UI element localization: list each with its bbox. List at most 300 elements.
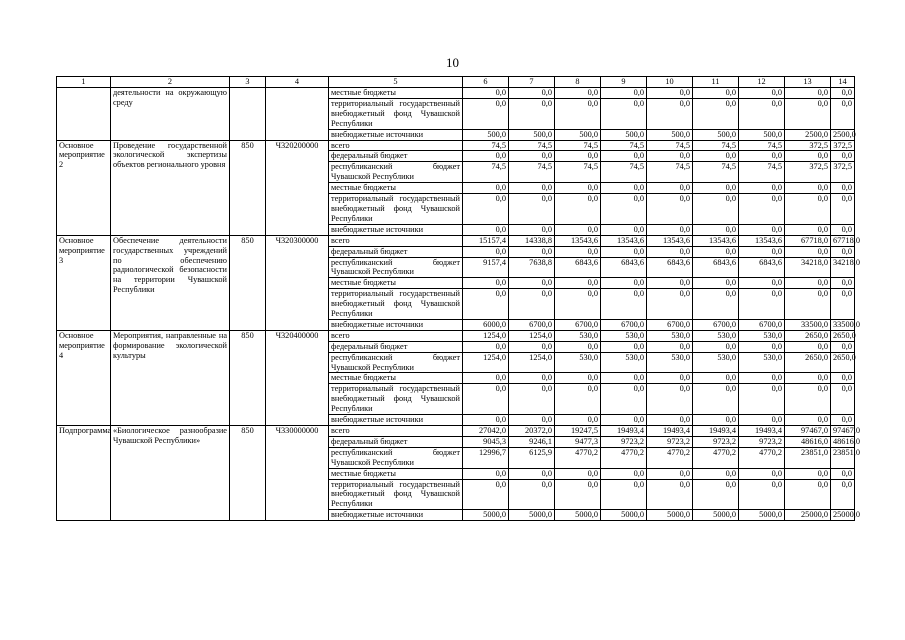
- value-cell: 0,0: [509, 98, 555, 129]
- value-cell: 74,5: [693, 140, 739, 151]
- value-cell: 0,0: [509, 194, 555, 225]
- value-cell: 500,0: [647, 129, 693, 140]
- value-cell: 0,0: [509, 468, 555, 479]
- header-cell: 4: [266, 77, 329, 88]
- value-cell: 0,0: [785, 341, 831, 352]
- value-cell: 0,0: [693, 384, 739, 415]
- value-cell: 0,0: [601, 415, 647, 426]
- target-article-cell: [266, 88, 329, 141]
- value-cell: 0,0: [647, 289, 693, 320]
- value-cell: 0,0: [693, 479, 739, 510]
- value-cell: 9723,2: [693, 436, 739, 447]
- value-cell: 5000,0: [463, 510, 509, 521]
- value-cell: 0,0: [647, 224, 693, 235]
- value-cell: 500,0: [601, 129, 647, 140]
- funding-source-cell: всего: [329, 330, 463, 341]
- value-cell: 0,0: [555, 468, 601, 479]
- value-cell: 0,0: [831, 341, 855, 352]
- value-cell: 0,0: [601, 278, 647, 289]
- funding-source-cell: территориальный государственный внебюджетный фонд Чувашской Республики: [329, 98, 463, 129]
- value-cell: 27042,0: [463, 426, 509, 437]
- value-cell: 0,0: [647, 88, 693, 99]
- header-cell: 5: [329, 77, 463, 88]
- funding-source-cell: внебюджетные источники: [329, 510, 463, 521]
- value-cell: 6843,6: [647, 257, 693, 278]
- value-cell: 0,0: [647, 98, 693, 129]
- value-cell: 0,0: [555, 246, 601, 257]
- value-cell: 0,0: [785, 224, 831, 235]
- value-cell: 19493,4: [601, 426, 647, 437]
- value-cell: 0,0: [785, 183, 831, 194]
- value-cell: 97467,0: [831, 426, 855, 437]
- value-cell: 2650,0: [831, 352, 855, 373]
- value-cell: 0,0: [831, 98, 855, 129]
- value-cell: 0,0: [647, 341, 693, 352]
- value-cell: 530,0: [739, 352, 785, 373]
- value-cell: 25000,0: [831, 510, 855, 521]
- value-cell: 0,0: [555, 88, 601, 99]
- value-cell: 0,0: [509, 246, 555, 257]
- funding-source-cell: республиканский бюджет Чувашской Республики: [329, 257, 463, 278]
- value-cell: 0,0: [555, 151, 601, 162]
- value-cell: 67718,0: [831, 235, 855, 246]
- value-cell: 0,0: [463, 246, 509, 257]
- value-cell: 9723,2: [601, 436, 647, 447]
- target-article-cell: Ч330000000: [266, 426, 329, 521]
- value-cell: 0,0: [555, 98, 601, 129]
- value-cell: 0,0: [601, 183, 647, 194]
- header-cell: 7: [509, 77, 555, 88]
- funding-source-cell: внебюджетные источники: [329, 224, 463, 235]
- value-cell: 0,0: [785, 98, 831, 129]
- value-cell: 0,0: [831, 88, 855, 99]
- value-cell: 0,0: [463, 468, 509, 479]
- value-cell: 6843,6: [739, 257, 785, 278]
- admin-code-cell: 850: [230, 235, 266, 330]
- value-cell: 0,0: [647, 373, 693, 384]
- value-cell: 0,0: [601, 384, 647, 415]
- value-cell: 0,0: [785, 194, 831, 225]
- funding-source-cell: республиканский бюджет Чувашской Республики: [329, 447, 463, 468]
- value-cell: 9157,4: [463, 257, 509, 278]
- value-cell: 0,0: [693, 289, 739, 320]
- value-cell: 0,0: [601, 88, 647, 99]
- value-cell: 0,0: [831, 415, 855, 426]
- header-row: [57, 77, 855, 88]
- funding-source-cell: внебюджетные источники: [329, 129, 463, 140]
- value-cell: 0,0: [509, 151, 555, 162]
- admin-code-cell: 850: [230, 426, 266, 521]
- value-cell: 6000,0: [463, 319, 509, 330]
- value-cell: 0,0: [601, 224, 647, 235]
- value-cell: 0,0: [509, 341, 555, 352]
- value-cell: 0,0: [509, 479, 555, 510]
- value-cell: 530,0: [555, 330, 601, 341]
- funding-source-cell: местные бюджеты: [329, 88, 463, 99]
- value-cell: 33500,0: [831, 319, 855, 330]
- header-cell: 14: [831, 77, 855, 88]
- value-cell: 500,0: [555, 129, 601, 140]
- value-cell: 33500,0: [785, 319, 831, 330]
- budget-table: [56, 76, 860, 521]
- value-cell: 0,0: [601, 194, 647, 225]
- value-cell: 0,0: [739, 194, 785, 225]
- header-cell: 6: [463, 77, 509, 88]
- value-cell: 0,0: [555, 278, 601, 289]
- value-cell: 2650,0: [785, 352, 831, 373]
- header-cell: 13: [785, 77, 831, 88]
- page-number: 10: [446, 55, 459, 70]
- funding-source-cell: местные бюджеты: [329, 468, 463, 479]
- value-cell: 0,0: [693, 183, 739, 194]
- value-cell: 0,0: [739, 278, 785, 289]
- value-cell: 0,0: [509, 224, 555, 235]
- value-cell: 48616,0: [785, 436, 831, 447]
- value-cell: 0,0: [739, 98, 785, 129]
- value-cell: 0,0: [601, 373, 647, 384]
- value-cell: 0,0: [601, 246, 647, 257]
- funding-source-cell: федеральный бюджет: [329, 246, 463, 257]
- admin-code-cell: [230, 88, 266, 141]
- value-cell: 19493,4: [647, 426, 693, 437]
- value-cell: 0,0: [693, 194, 739, 225]
- funding-source-cell: внебюджетные источники: [329, 415, 463, 426]
- value-cell: 0,0: [463, 341, 509, 352]
- value-cell: 0,0: [509, 384, 555, 415]
- value-cell: 74,5: [647, 140, 693, 151]
- value-cell: 0,0: [463, 373, 509, 384]
- funding-source-cell: территориальный государственный внебюджетный фонд Чувашской Республики: [329, 479, 463, 510]
- value-cell: 1254,0: [463, 352, 509, 373]
- value-cell: 0,0: [785, 278, 831, 289]
- value-cell: 0,0: [509, 373, 555, 384]
- value-cell: 0,0: [785, 88, 831, 99]
- value-cell: 9723,2: [647, 436, 693, 447]
- funding-source-cell: федеральный бюджет: [329, 151, 463, 162]
- value-cell: 74,5: [601, 140, 647, 151]
- value-cell: 74,5: [647, 162, 693, 183]
- funding-source-cell: внебюджетные источники: [329, 319, 463, 330]
- value-cell: 0,0: [693, 415, 739, 426]
- funding-source-cell: территориальный государственный внебюджетный фонд Чувашской Республики: [329, 194, 463, 225]
- target-article-cell: Ч320400000: [266, 330, 329, 425]
- value-cell: 74,5: [509, 162, 555, 183]
- value-cell: 0,0: [785, 373, 831, 384]
- value-cell: 500,0: [509, 129, 555, 140]
- value-cell: 0,0: [785, 289, 831, 320]
- value-cell: 6700,0: [693, 319, 739, 330]
- activity-type-cell: [57, 88, 111, 141]
- value-cell: 0,0: [601, 289, 647, 320]
- value-cell: 7638,8: [509, 257, 555, 278]
- value-cell: 0,0: [693, 373, 739, 384]
- value-cell: 4770,2: [555, 447, 601, 468]
- value-cell: 0,0: [831, 479, 855, 510]
- value-cell: 0,0: [647, 468, 693, 479]
- value-cell: 0,0: [555, 415, 601, 426]
- value-cell: 0,0: [785, 415, 831, 426]
- value-cell: 74,5: [601, 162, 647, 183]
- activity-name-cell: «Биологическое разнообразие Чувашской Республики»: [111, 426, 230, 521]
- value-cell: 6843,6: [601, 257, 647, 278]
- value-cell: 372,5: [785, 162, 831, 183]
- value-cell: 372,5: [831, 140, 855, 151]
- value-cell: 0,0: [647, 384, 693, 415]
- funding-source-cell: федеральный бюджет: [329, 436, 463, 447]
- value-cell: 19493,4: [739, 426, 785, 437]
- value-cell: 500,0: [693, 129, 739, 140]
- value-cell: 23851,0: [785, 447, 831, 468]
- table-row: [57, 426, 855, 437]
- header-cell: 11: [693, 77, 739, 88]
- value-cell: 9045,3: [463, 436, 509, 447]
- value-cell: 0,0: [739, 479, 785, 510]
- target-article-cell: Ч320200000: [266, 140, 329, 235]
- value-cell: 0,0: [739, 289, 785, 320]
- activity-name-cell: Обеспечение деятельности государственных учреждений по обеспечению радиологической безопасности на территории Чувашской Республики: [111, 235, 230, 330]
- funding-source-cell: территориальный государственный внебюджетный фонд Чувашской Республики: [329, 384, 463, 415]
- value-cell: 5000,0: [739, 510, 785, 521]
- value-cell: 2650,0: [785, 330, 831, 341]
- value-cell: 0,0: [601, 341, 647, 352]
- value-cell: 372,5: [831, 162, 855, 183]
- value-cell: 0,0: [831, 373, 855, 384]
- admin-code-cell: 850: [230, 140, 266, 235]
- funding-source-cell: республиканский бюджет Чувашской Республики: [329, 162, 463, 183]
- value-cell: 0,0: [463, 98, 509, 129]
- value-cell: 0,0: [555, 479, 601, 510]
- value-cell: 0,0: [739, 224, 785, 235]
- value-cell: 15157,4: [463, 235, 509, 246]
- value-cell: 0,0: [739, 246, 785, 257]
- value-cell: 19247,5: [555, 426, 601, 437]
- value-cell: 0,0: [785, 246, 831, 257]
- value-cell: 0,0: [693, 468, 739, 479]
- header-cell: 9: [601, 77, 647, 88]
- value-cell: 0,0: [463, 415, 509, 426]
- value-cell: 0,0: [509, 289, 555, 320]
- value-cell: 530,0: [555, 352, 601, 373]
- value-cell: 14338,8: [509, 235, 555, 246]
- value-cell: 6700,0: [601, 319, 647, 330]
- value-cell: 0,0: [785, 384, 831, 415]
- header-cell: 10: [647, 77, 693, 88]
- value-cell: 0,0: [739, 384, 785, 415]
- value-cell: 6700,0: [739, 319, 785, 330]
- value-cell: 0,0: [647, 246, 693, 257]
- value-cell: 0,0: [831, 246, 855, 257]
- value-cell: 0,0: [509, 278, 555, 289]
- value-cell: 6843,6: [555, 257, 601, 278]
- value-cell: 34218,0: [785, 257, 831, 278]
- value-cell: 0,0: [647, 194, 693, 225]
- funding-source-cell: всего: [329, 426, 463, 437]
- activity-type-cell: Основное мероприятие 2: [57, 140, 111, 235]
- value-cell: 0,0: [463, 194, 509, 225]
- value-cell: 4770,2: [647, 447, 693, 468]
- value-cell: 2500,0: [785, 129, 831, 140]
- value-cell: 500,0: [463, 129, 509, 140]
- header-cell: 1: [57, 77, 111, 88]
- value-cell: 74,5: [739, 162, 785, 183]
- table-row: [57, 235, 855, 246]
- value-cell: 530,0: [647, 352, 693, 373]
- value-cell: 0,0: [739, 183, 785, 194]
- value-cell: 4770,2: [693, 447, 739, 468]
- value-cell: 9477,3: [555, 436, 601, 447]
- value-cell: 5000,0: [555, 510, 601, 521]
- target-article-cell: Ч320300000: [266, 235, 329, 330]
- value-cell: 13543,6: [601, 235, 647, 246]
- funding-source-cell: всего: [329, 235, 463, 246]
- value-cell: 34218,0: [831, 257, 855, 278]
- value-cell: 5000,0: [647, 510, 693, 521]
- activity-name-cell: деятельности на окружающую среду: [111, 88, 230, 141]
- value-cell: 0,0: [693, 98, 739, 129]
- value-cell: 19493,4: [693, 426, 739, 437]
- value-cell: 0,0: [463, 289, 509, 320]
- funding-source-cell: республиканский бюджет Чувашской Республики: [329, 352, 463, 373]
- value-cell: 0,0: [831, 151, 855, 162]
- value-cell: 12996,7: [463, 447, 509, 468]
- value-cell: 0,0: [785, 151, 831, 162]
- value-cell: 74,5: [555, 162, 601, 183]
- value-cell: 0,0: [739, 88, 785, 99]
- value-cell: 74,5: [555, 140, 601, 151]
- value-cell: 74,5: [509, 140, 555, 151]
- value-cell: 0,0: [831, 468, 855, 479]
- value-cell: 0,0: [647, 479, 693, 510]
- value-cell: 13543,6: [739, 235, 785, 246]
- value-cell: 0,0: [555, 224, 601, 235]
- value-cell: 0,0: [555, 384, 601, 415]
- value-cell: 0,0: [555, 183, 601, 194]
- value-cell: 0,0: [831, 278, 855, 289]
- value-cell: 20372,0: [509, 426, 555, 437]
- value-cell: 530,0: [647, 330, 693, 341]
- funding-source-cell: местные бюджеты: [329, 373, 463, 384]
- value-cell: 74,5: [463, 140, 509, 151]
- value-cell: 0,0: [831, 194, 855, 225]
- value-cell: 0,0: [831, 384, 855, 415]
- value-cell: 4770,2: [601, 447, 647, 468]
- activity-name-cell: Мероприятия, направленные на формирование экологической культуры: [111, 330, 230, 425]
- value-cell: 0,0: [463, 183, 509, 194]
- header-cell: 2: [111, 77, 230, 88]
- value-cell: 0,0: [831, 183, 855, 194]
- value-cell: 0,0: [463, 224, 509, 235]
- value-cell: 0,0: [647, 415, 693, 426]
- value-cell: 0,0: [509, 88, 555, 99]
- value-cell: 0,0: [647, 151, 693, 162]
- value-cell: 0,0: [831, 289, 855, 320]
- value-cell: 6700,0: [555, 319, 601, 330]
- value-cell: 0,0: [555, 341, 601, 352]
- header-cell: 12: [739, 77, 785, 88]
- value-cell: 4770,2: [739, 447, 785, 468]
- value-cell: 530,0: [693, 352, 739, 373]
- value-cell: 0,0: [601, 98, 647, 129]
- funding-source-cell: федеральный бюджет: [329, 341, 463, 352]
- value-cell: 0,0: [509, 415, 555, 426]
- value-cell: 5000,0: [509, 510, 555, 521]
- value-cell: 9246,1: [509, 436, 555, 447]
- activity-name-cell: Проведение государственной экологической экспертизы объектов регионального уровня: [111, 140, 230, 235]
- value-cell: 0,0: [509, 183, 555, 194]
- value-cell: 0,0: [693, 224, 739, 235]
- value-cell: 0,0: [601, 151, 647, 162]
- value-cell: 74,5: [693, 162, 739, 183]
- activity-type-cell: Основное мероприятие 4: [57, 330, 111, 425]
- value-cell: 0,0: [739, 373, 785, 384]
- value-cell: 5000,0: [601, 510, 647, 521]
- value-cell: 530,0: [601, 330, 647, 341]
- value-cell: 13543,6: [693, 235, 739, 246]
- funding-source-cell: территориальный государственный внебюджетный фонд Чувашской Республики: [329, 289, 463, 320]
- value-cell: 372,5: [785, 140, 831, 151]
- value-cell: 0,0: [601, 479, 647, 510]
- value-cell: 0,0: [463, 384, 509, 415]
- table-row: [57, 140, 855, 151]
- table-row: [57, 88, 855, 99]
- value-cell: 97467,0: [785, 426, 831, 437]
- activity-type-cell: Подпрограмма: [57, 426, 111, 521]
- value-cell: 0,0: [693, 246, 739, 257]
- value-cell: 0,0: [739, 468, 785, 479]
- funding-source-cell: местные бюджеты: [329, 183, 463, 194]
- admin-code-cell: 850: [230, 330, 266, 425]
- value-cell: 0,0: [555, 289, 601, 320]
- value-cell: 0,0: [739, 151, 785, 162]
- value-cell: 2500,0: [831, 129, 855, 140]
- value-cell: 1254,0: [509, 352, 555, 373]
- value-cell: 0,0: [693, 278, 739, 289]
- value-cell: 0,0: [739, 341, 785, 352]
- value-cell: 0,0: [693, 88, 739, 99]
- value-cell: 0,0: [463, 479, 509, 510]
- funding-source-cell: всего: [329, 140, 463, 151]
- value-cell: 48616,0: [831, 436, 855, 447]
- value-cell: 74,5: [463, 162, 509, 183]
- value-cell: 23851,0: [831, 447, 855, 468]
- value-cell: 0,0: [647, 183, 693, 194]
- activity-type-cell: Основное мероприятие 3: [57, 235, 111, 330]
- funding-source-cell: местные бюджеты: [329, 278, 463, 289]
- value-cell: 0,0: [693, 341, 739, 352]
- value-cell: 74,5: [739, 140, 785, 151]
- value-cell: 6700,0: [509, 319, 555, 330]
- value-cell: 500,0: [739, 129, 785, 140]
- value-cell: 2650,0: [831, 330, 855, 341]
- value-cell: 5000,0: [693, 510, 739, 521]
- value-cell: 0,0: [463, 278, 509, 289]
- value-cell: 0,0: [831, 224, 855, 235]
- table-row: [57, 330, 855, 341]
- value-cell: 1254,0: [463, 330, 509, 341]
- value-cell: 530,0: [601, 352, 647, 373]
- value-cell: 13543,6: [647, 235, 693, 246]
- value-cell: 0,0: [785, 468, 831, 479]
- value-cell: 67718,0: [785, 235, 831, 246]
- header-cell: 3: [230, 77, 266, 88]
- value-cell: 1254,0: [509, 330, 555, 341]
- value-cell: 6125,9: [509, 447, 555, 468]
- value-cell: 0,0: [785, 479, 831, 510]
- value-cell: 25000,0: [785, 510, 831, 521]
- value-cell: 530,0: [693, 330, 739, 341]
- value-cell: 13543,6: [555, 235, 601, 246]
- value-cell: 0,0: [601, 468, 647, 479]
